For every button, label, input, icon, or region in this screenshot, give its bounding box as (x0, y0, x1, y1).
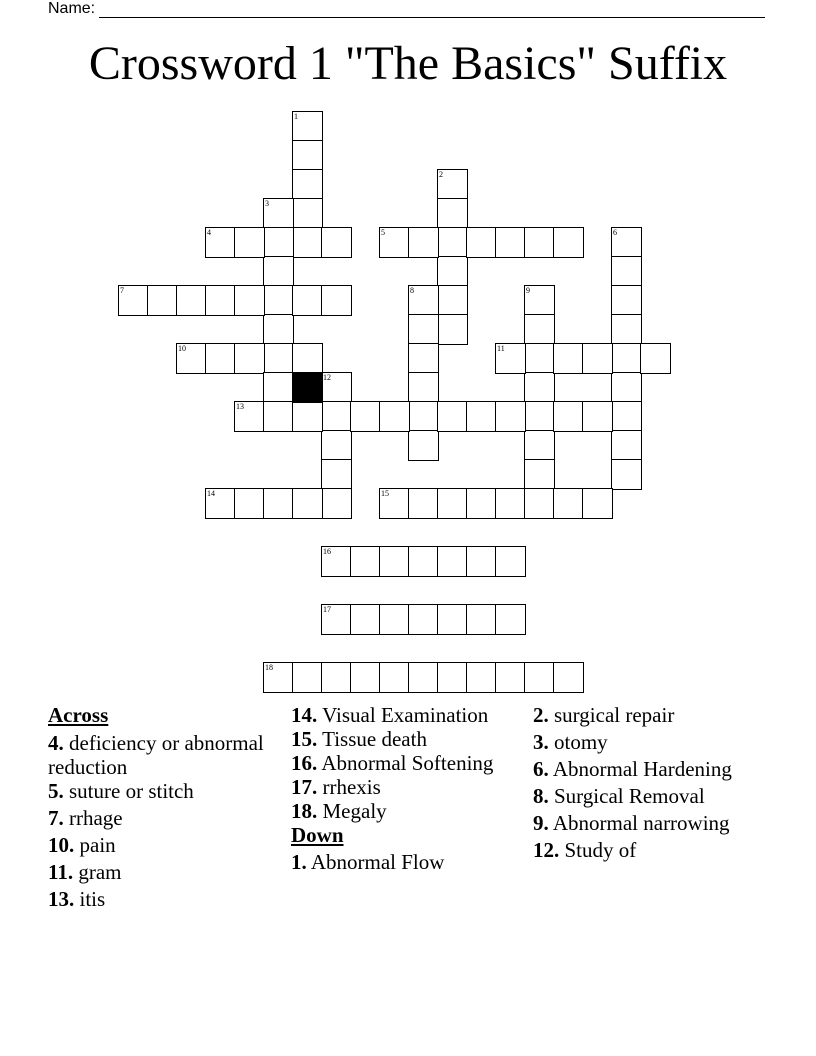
grid-cell[interactable] (321, 604, 352, 635)
grid-cell[interactable] (437, 256, 468, 287)
grid-cell[interactable] (495, 401, 526, 432)
grid-cell[interactable] (234, 401, 265, 432)
grid-cell[interactable] (292, 285, 323, 316)
grid-cell[interactable] (263, 256, 294, 287)
grid-cell[interactable] (437, 401, 468, 432)
clue-across-16: 16. Abnormal Softening (291, 751, 494, 775)
grid-cell[interactable] (553, 343, 584, 374)
grid-cell[interactable] (495, 604, 526, 635)
grid-cell[interactable] (234, 227, 265, 258)
clue-down-1: 1. Abnormal Flow (291, 850, 445, 874)
grid-cell[interactable] (553, 401, 584, 432)
grid-cell[interactable] (553, 488, 584, 519)
grid-cell[interactable] (611, 314, 642, 345)
grid-cell[interactable] (263, 372, 294, 403)
grid-cell[interactable] (466, 546, 497, 577)
grid-cell[interactable] (321, 662, 352, 693)
grid-cell[interactable] (611, 401, 642, 432)
grid-cell[interactable] (408, 343, 439, 374)
clue-across-13: 13. itis (48, 887, 106, 911)
grid-cell[interactable] (379, 546, 410, 577)
clue-down-6: 6. Abnormal Hardening (533, 757, 732, 781)
cell-number: 13 (236, 402, 244, 411)
grid-cell[interactable] (292, 343, 323, 374)
grid-cell[interactable] (437, 169, 468, 200)
grid-cell[interactable] (292, 662, 323, 693)
grid-cell[interactable] (205, 227, 236, 258)
grid-cell[interactable] (466, 488, 497, 519)
cell-number: 15 (381, 489, 389, 498)
cell-number: 2 (439, 170, 443, 179)
grid-cell[interactable] (118, 285, 149, 316)
cell-number: 9 (526, 286, 530, 295)
grid-cell[interactable] (524, 314, 555, 345)
cell-number: 4 (207, 228, 211, 237)
grid-cell[interactable] (524, 430, 555, 461)
grid-cell[interactable] (611, 459, 642, 490)
grid-cell[interactable] (408, 227, 439, 258)
grid-cell[interactable] (640, 343, 671, 374)
grid-cell[interactable] (234, 343, 265, 374)
grid-cell[interactable] (524, 227, 555, 258)
grid-cell[interactable] (495, 546, 526, 577)
grid-cell[interactable] (524, 662, 555, 693)
grid-cell[interactable] (263, 198, 294, 229)
grid-cell[interactable] (263, 285, 294, 316)
down-heading: Down (291, 823, 344, 847)
grid-cell[interactable] (437, 546, 468, 577)
grid-cell[interactable] (263, 314, 294, 345)
page-title: Crossword 1 "The Basics" Suffix (88, 37, 728, 90)
grid-cell[interactable] (524, 459, 555, 490)
grid-cell[interactable] (234, 285, 265, 316)
grid-cell[interactable] (495, 343, 526, 374)
grid-cell[interactable] (408, 604, 439, 635)
name-label: Name: (48, 0, 96, 17)
grid-cell[interactable] (321, 430, 352, 461)
grid-cell[interactable] (611, 256, 642, 287)
grid-cell[interactable] (205, 285, 236, 316)
clue-across-11: 11. gram (48, 860, 122, 884)
grid-cell[interactable] (263, 488, 294, 519)
clue-across-4: 4. deficiency or abnormal reduction (48, 731, 264, 779)
grid-cell[interactable] (147, 285, 178, 316)
grid-cell[interactable] (495, 662, 526, 693)
cell-number: 18 (265, 663, 273, 672)
grid-block (292, 372, 323, 403)
grid-cell[interactable] (437, 488, 468, 519)
grid-cell[interactable] (408, 314, 439, 345)
cell-number: 6 (613, 228, 617, 237)
grid-cell[interactable] (176, 343, 207, 374)
grid-cell[interactable] (524, 372, 555, 403)
grid-cell[interactable] (205, 488, 236, 519)
grid-cell[interactable] (292, 198, 323, 229)
grid-cell[interactable] (263, 662, 294, 693)
grid-cell[interactable] (437, 285, 468, 316)
cell-number: 5 (381, 228, 385, 237)
grid-cell[interactable] (408, 285, 439, 316)
clues-column-3 (533, 703, 773, 862)
cell-number: 14 (207, 489, 215, 498)
grid-cell[interactable] (466, 662, 497, 693)
grid-cell[interactable] (321, 546, 352, 577)
cell-number: 7 (120, 286, 124, 295)
grid-cell[interactable] (292, 401, 323, 432)
grid-cell[interactable] (292, 111, 323, 142)
grid-cell[interactable] (437, 227, 468, 258)
grid-cell[interactable] (292, 488, 323, 519)
clues-column-2 (291, 703, 523, 874)
grid-cell[interactable] (379, 227, 410, 258)
grid-cell[interactable] (408, 546, 439, 577)
cell-number: 3 (265, 199, 269, 208)
grid-cell[interactable] (582, 401, 613, 432)
grid-cell[interactable] (292, 169, 323, 200)
grid-cell[interactable] (437, 314, 468, 345)
grid-cell[interactable] (611, 372, 642, 403)
grid-cell[interactable] (582, 343, 613, 374)
grid-cell[interactable] (408, 488, 439, 519)
grid-cell[interactable] (437, 662, 468, 693)
grid-cell[interactable] (466, 227, 497, 258)
grid-cell[interactable] (379, 401, 410, 432)
grid-cell[interactable] (292, 227, 323, 258)
cell-number: 11 (497, 344, 505, 353)
grid-cell[interactable] (466, 401, 497, 432)
clue-across-17: 17. rrhexis (291, 775, 381, 799)
grid-cell[interactable] (234, 488, 265, 519)
grid-cell[interactable] (350, 604, 381, 635)
clue-down-8: 8. Surgical Removal (533, 784, 705, 808)
grid-cell[interactable] (408, 430, 439, 461)
grid-cell[interactable] (321, 401, 352, 432)
clue-across-14: 14. Visual Examination (291, 703, 489, 727)
grid-cell[interactable] (437, 198, 468, 229)
clue-across-7: 7. rrhage (48, 806, 123, 830)
cell-number: 16 (323, 547, 331, 556)
grid-cell[interactable] (408, 662, 439, 693)
grid-cell[interactable] (524, 285, 555, 316)
grid-cell[interactable] (321, 227, 352, 258)
clue-across-10: 10. pain (48, 833, 116, 857)
grid-cell[interactable] (263, 343, 294, 374)
grid-cell[interactable] (553, 662, 584, 693)
grid-cell[interactable] (321, 459, 352, 490)
grid-cell[interactable] (321, 285, 352, 316)
grid-cell[interactable] (408, 401, 439, 432)
grid-cell[interactable] (379, 604, 410, 635)
grid-cell[interactable] (176, 285, 207, 316)
clue-across-5: 5. suture or stitch (48, 779, 194, 803)
grid-cell[interactable] (524, 401, 555, 432)
clue-down-12: 12. Study of (533, 838, 637, 862)
grid-cell[interactable] (292, 140, 323, 171)
clue-across-15: 15. Tissue death (291, 727, 427, 751)
grid-cell[interactable] (495, 488, 526, 519)
clue-down-9: 9. Abnormal narrowing (533, 811, 730, 835)
grid-cell[interactable] (582, 488, 613, 519)
across-heading: Across (48, 703, 109, 727)
clue-down-2: 2. surgical repair (533, 703, 675, 727)
clue-down-3: 3. otomy (533, 730, 608, 754)
clue-across-18: 18. Megaly (291, 799, 387, 823)
grid-cell[interactable] (350, 662, 381, 693)
grid-cell[interactable] (350, 401, 381, 432)
grid-cell[interactable] (205, 343, 236, 374)
grid-cell[interactable] (437, 604, 468, 635)
grid-cell[interactable] (495, 227, 526, 258)
cell-number: 12 (323, 373, 331, 382)
grid-cell[interactable] (611, 343, 642, 374)
grid-cell[interactable] (350, 546, 381, 577)
grid-cell[interactable] (611, 227, 642, 258)
grid-cell[interactable] (321, 372, 352, 403)
grid-cell[interactable] (321, 488, 352, 519)
grid-cell[interactable] (611, 430, 642, 461)
cell-number: 8 (410, 286, 414, 295)
grid-cell[interactable] (553, 227, 584, 258)
grid-cell[interactable] (466, 604, 497, 635)
grid-cell[interactable] (263, 401, 294, 432)
cell-number: 1 (294, 112, 298, 121)
clues-column-1 (48, 703, 280, 911)
grid-cell[interactable] (379, 662, 410, 693)
grid-cell[interactable] (379, 488, 410, 519)
grid-cell[interactable] (408, 372, 439, 403)
grid-cell[interactable] (524, 488, 555, 519)
grid-cell[interactable] (611, 285, 642, 316)
grid-cell[interactable] (524, 343, 555, 374)
cell-number: 10 (178, 344, 186, 353)
grid-cell[interactable] (263, 227, 294, 258)
cell-number: 17 (323, 605, 331, 614)
